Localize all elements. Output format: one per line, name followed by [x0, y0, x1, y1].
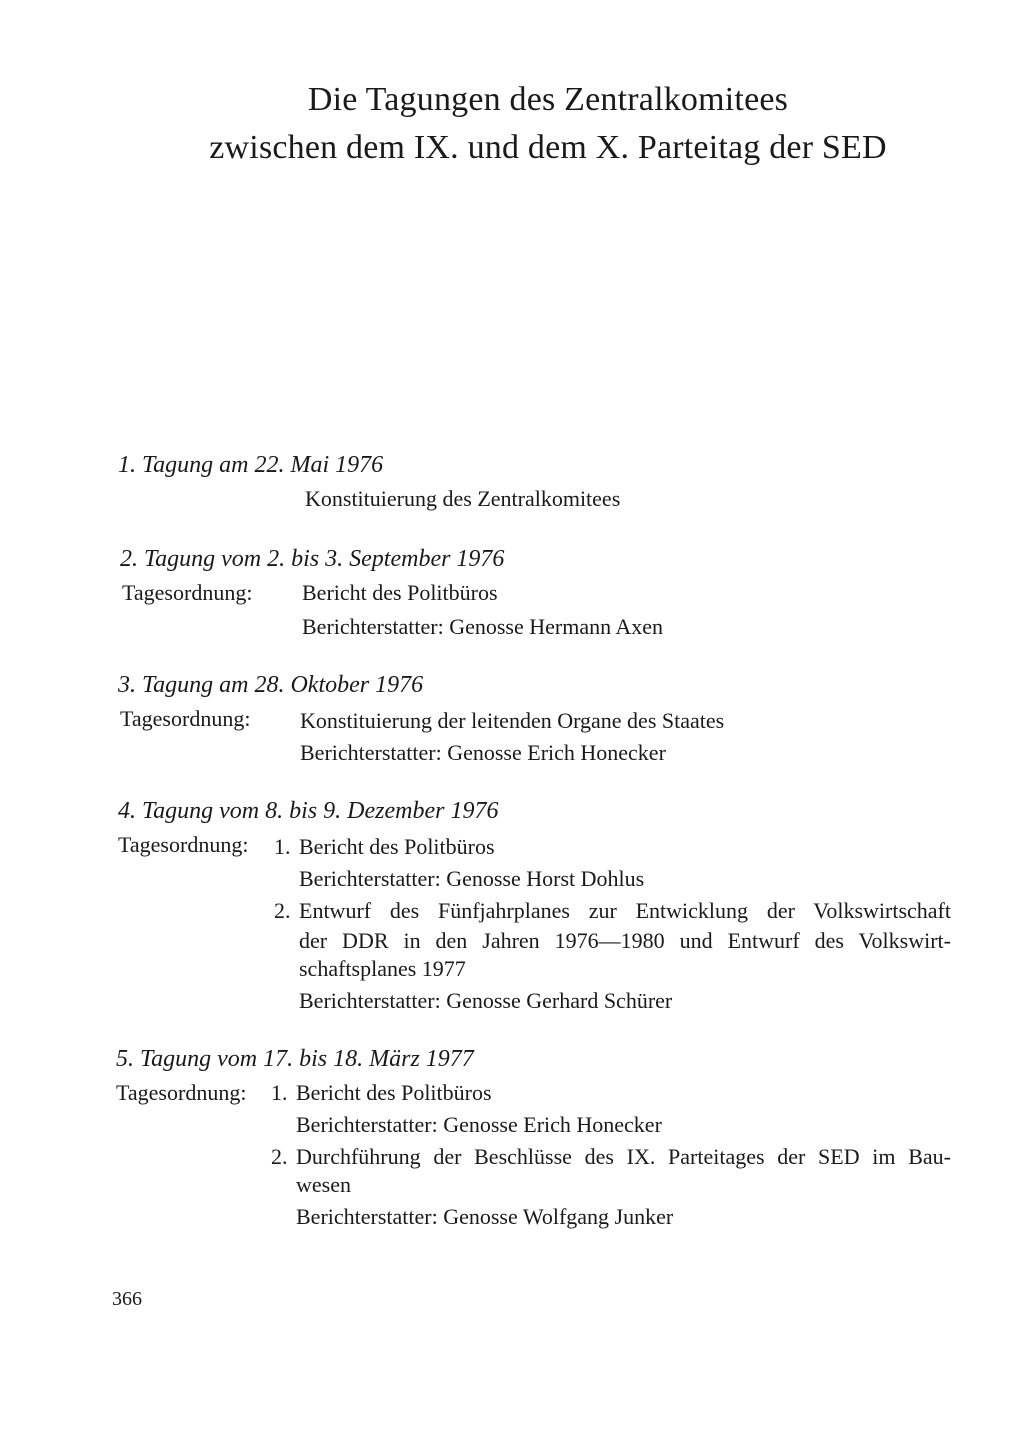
session-text: Konstituierung des Zentralkomitees — [305, 486, 621, 511]
agenda-item-number: 2. — [274, 898, 291, 923]
agenda-label: Tagesordnung: — [118, 832, 249, 857]
agenda-item-line: wesen — [296, 1172, 351, 1197]
agenda-item-number: 2. — [271, 1144, 288, 1169]
agenda-item-number: 1. — [271, 1080, 288, 1105]
agenda-reporter: Berichterstatter: Genosse Horst Dohlus — [299, 866, 645, 891]
session-heading: 3. Tagung am 28. Oktober 1976 — [118, 672, 424, 698]
agenda-reporter: Berichterstatter: Genosse Wolfgang Junker — [296, 1204, 674, 1229]
agenda-item: Bericht des Politbüros — [296, 1080, 492, 1105]
agenda-item-line: Entwurf des Fünfjahrplanes zur Entwicklung der Volkswirtschaft — [299, 898, 951, 923]
session-heading: 1. Tagung am 22. Mai 1976 — [118, 452, 384, 478]
agenda-item-line: der DDR in den Jahren 1976—1980 und Entwurf des Volkswirt- — [299, 928, 951, 953]
session-heading: 4. Tagung vom 8. bis 9. Dezember 1976 — [118, 798, 499, 824]
session-heading: 5. Tagung vom 17. bis 18. März 1977 — [116, 1046, 474, 1072]
agenda-label: Tagesordnung: — [122, 580, 253, 605]
agenda-reporter: Berichterstatter: Genosse Erich Honecker — [300, 740, 666, 765]
agenda-reporter: Berichterstatter: Genosse Erich Honecker — [296, 1112, 662, 1137]
agenda-item: Konstituierung der leitenden Organe des Staates — [300, 708, 725, 733]
agenda-item-number: 1. — [274, 834, 291, 859]
agenda-reporter: Berichterstatter: Genosse Hermann Axen — [302, 614, 664, 639]
page-number: 366 — [112, 1288, 142, 1310]
agenda-item: Bericht des Politbüros — [302, 580, 498, 605]
agenda-label: Tagesordnung: — [116, 1080, 247, 1105]
session-heading: 2. Tagung vom 2. bis 3. September 1976 — [120, 546, 505, 572]
page-title-line-2: zwischen dem IX. und dem X. Parteitag der SED — [209, 129, 887, 166]
agenda-item: Bericht des Politbüros — [299, 834, 495, 859]
agenda-label: Tagesordnung: — [120, 706, 251, 731]
agenda-item-line: schaftsplanes 1977 — [299, 956, 466, 981]
agenda-reporter: Berichterstatter: Genosse Gerhard Schürer — [299, 988, 673, 1013]
page-title-line-1: Die Tagungen des Zentralkomitees — [307, 81, 789, 118]
agenda-item-line: Durchführung der Beschlüsse des IX. Parteitages der SED im Bau- — [296, 1144, 951, 1169]
